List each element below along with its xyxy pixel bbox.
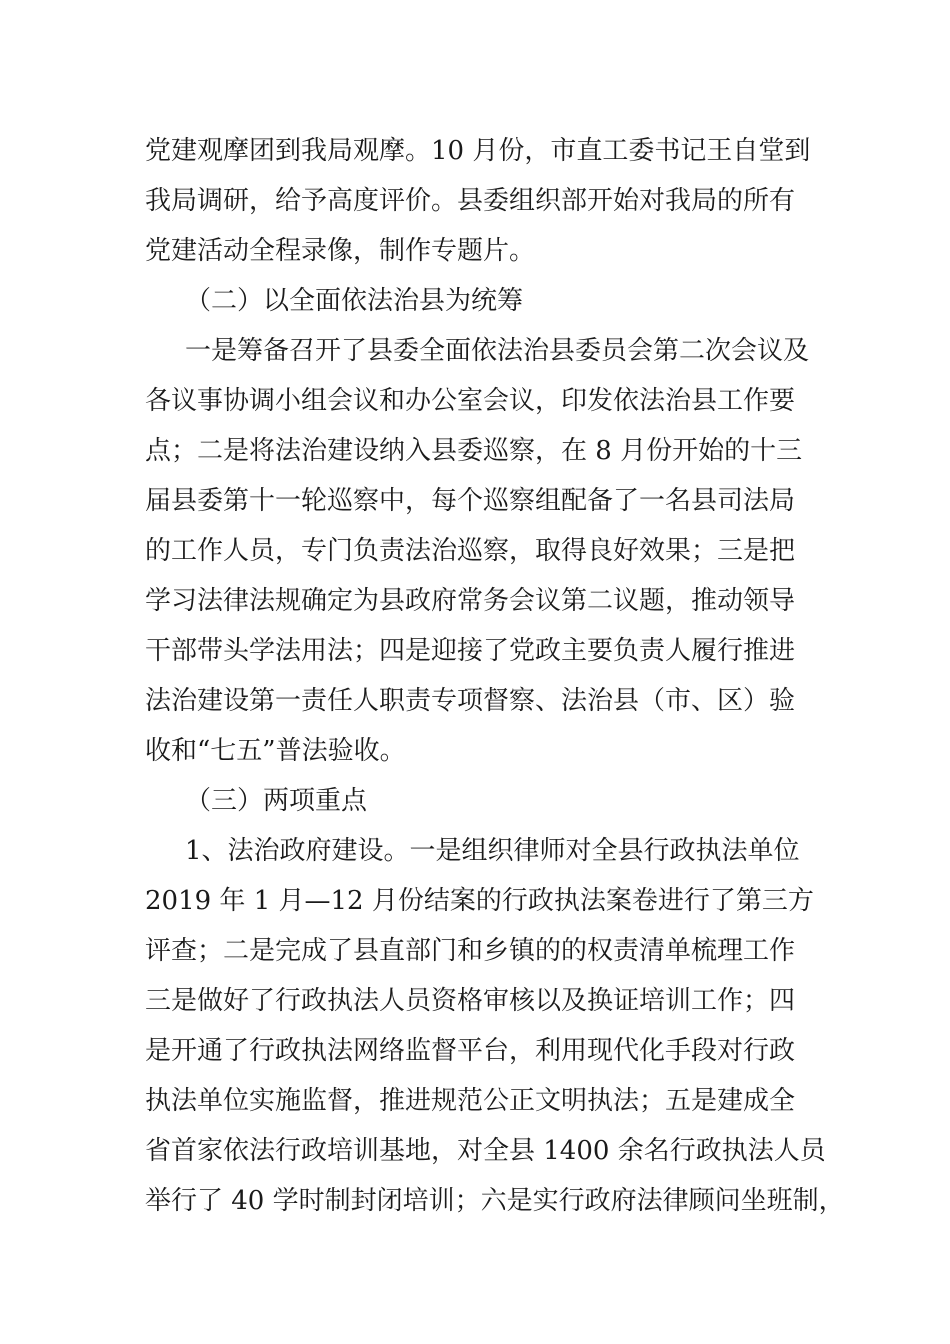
text-line-content: 收和“七五”普法验收。 [145,736,406,766]
text-line [0,876,950,926]
text-line-content: 1、法治政府建设。一是组织律师对全县行政执法单位 [185,836,800,866]
text-line-content: 党建活动全程录像，制作专题片。 [145,236,536,266]
text-line [0,176,950,226]
text-line [0,476,950,526]
text-line-content: 党建观摩团到我局观摩。10 月份，市直工委书记王自堂到 [145,136,811,166]
text-line-content: 法治建设第一责任人职责专项督察、法治县（市、区）验 [145,686,796,716]
text-line [0,826,950,876]
text-line [0,1026,950,1076]
text-line [0,326,950,376]
text-line [0,426,950,476]
text-line-content: 评查；二是完成了县直部门和乡镇的的权责清单梳理工作 [145,936,796,966]
text-line [0,976,950,1026]
text-line-content: 我局调研，给予高度评价。县委组织部开始对我局的所有 [145,186,796,216]
text-line [0,676,950,726]
section-heading-text: （二）以全面依法治县为统筹 [185,286,524,316]
text-line [0,576,950,626]
section-heading [0,776,950,826]
text-line-content: 省首家依法行政培训基地，对全县 1400 余名行政执法人员 [145,1136,826,1166]
text-line-content: 点；二是将法治建设纳入县委巡察，在 8 月份开始的十三 [145,436,803,466]
text-line [0,126,950,176]
text-line-content: 2019 年 1 月—12 月份结案的行政执法案卷进行了第三方 [145,886,814,916]
text-line-content: 是开通了行政执法网络监督平台，利用现代化手段对行政 [145,1036,796,1066]
text-line [0,526,950,576]
text-line [0,726,950,776]
text-line-content: 一是筹备召开了县委全面依法治县委员会第二次会议及 [185,336,810,366]
text-line-content: 干部带头学法用法；四是迎接了党政主要负责人履行推进 [145,636,796,666]
text-line [0,1176,950,1226]
text-line [0,1076,950,1126]
text-line-content: 三是做好了行政执法人员资格审核以及换证培训工作；四 [145,986,796,1016]
text-line [0,376,950,426]
text-line-content: 举行了 40 学时制封闭培训；六是实行政府法律顾问坐班制， [145,1186,845,1216]
text-line-content: 执法单位实施监督，推进规范公正文明执法；五是建成全 [145,1086,796,1116]
text-line [0,626,950,676]
section-heading [0,276,950,326]
text-line [0,1126,950,1176]
text-line [0,926,950,976]
text-line-content: 各议事协调小组会议和办公室会议，印发依法治县工作要 [145,386,796,416]
section-heading-text: （三）两项重点 [185,786,368,816]
text-line-content: 学习法律法规确定为县政府常务会议第二议题，推动领导 [145,586,796,616]
text-line-content: 届县委第十一轮巡察中，每个巡察组配备了一名县司法局 [145,486,796,516]
text-line-content: 的工作人员，专门负责法治巡察，取得良好效果；三是把 [145,536,796,566]
text-line [0,226,950,276]
